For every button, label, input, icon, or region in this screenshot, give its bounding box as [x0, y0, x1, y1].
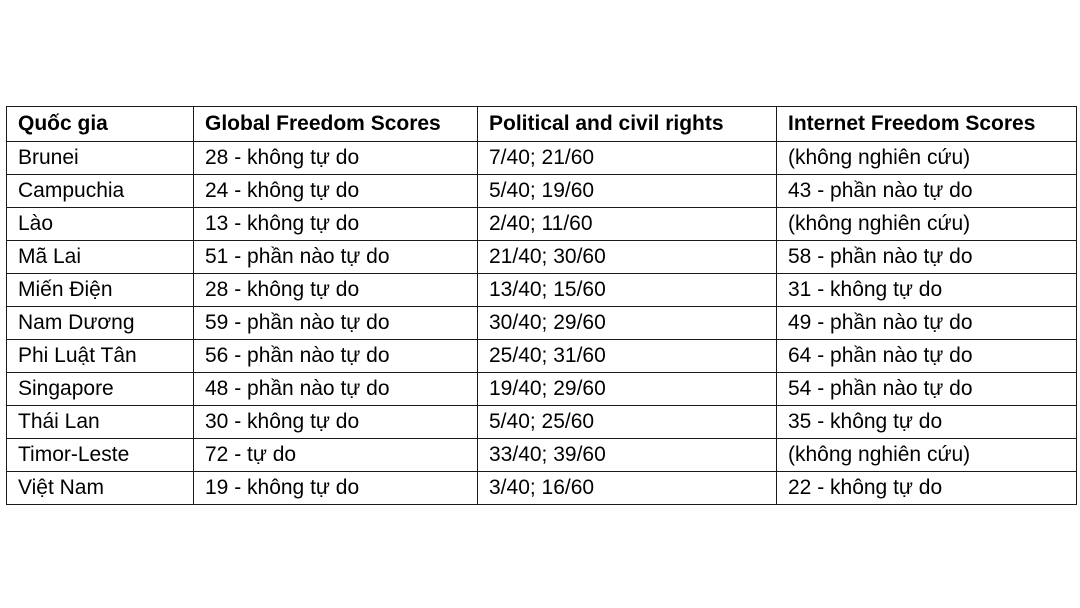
cell-internet-freedom-score: 22 - không tự do	[777, 472, 1077, 505]
cell-political-civil-rights: 5/40; 19/60	[478, 175, 777, 208]
cell-political-civil-rights: 2/40; 11/60	[478, 208, 777, 241]
table-row	[7, 406, 1077, 439]
table-row	[7, 208, 1077, 241]
cell-country: Mã Lai	[7, 241, 194, 274]
cell-internet-freedom-score: 64 - phần nào tự do	[777, 340, 1077, 373]
header-country: Quốc gia	[7, 107, 194, 142]
cell-global-freedom-score: 28 - không tự do	[194, 274, 478, 307]
cell-political-civil-rights: 30/40; 29/60	[478, 307, 777, 340]
cell-global-freedom-score: 28 - không tự do	[194, 142, 478, 175]
freedom-scores-table	[6, 106, 1077, 505]
cell-political-civil-rights: 25/40; 31/60	[478, 340, 777, 373]
header-global-freedom-scores: Global Freedom Scores	[194, 107, 478, 142]
cell-global-freedom-score: 19 - không tự do	[194, 472, 478, 505]
cell-political-civil-rights: 13/40; 15/60	[478, 274, 777, 307]
cell-global-freedom-score: 30 - không tự do	[194, 406, 478, 439]
cell-global-freedom-score: 13 - không tự do	[194, 208, 478, 241]
cell-political-civil-rights: 3/40; 16/60	[478, 472, 777, 505]
header-row	[7, 107, 1077, 142]
cell-country: Brunei	[7, 142, 194, 175]
cell-global-freedom-score: 59 - phần nào tự do	[194, 307, 478, 340]
cell-global-freedom-score: 56 - phần nào tự do	[194, 340, 478, 373]
table-row	[7, 142, 1077, 175]
header-political-civil-rights: Political and civil rights	[478, 107, 777, 142]
table-row	[7, 241, 1077, 274]
cell-country: Campuchia	[7, 175, 194, 208]
cell-country: Miến Điện	[7, 274, 194, 307]
cell-global-freedom-score: 72 - tự do	[194, 439, 478, 472]
cell-internet-freedom-score: 43 - phần nào tự do	[777, 175, 1077, 208]
cell-internet-freedom-score: 49 - phần nào tự do	[777, 307, 1077, 340]
cell-country: Nam Dương	[7, 307, 194, 340]
cell-political-civil-rights: 33/40; 39/60	[478, 439, 777, 472]
table-row	[7, 373, 1077, 406]
cell-country: Lào	[7, 208, 194, 241]
cell-country: Việt Nam	[7, 472, 194, 505]
cell-internet-freedom-score: 31 - không tự do	[777, 274, 1077, 307]
cell-country: Timor-Leste	[7, 439, 194, 472]
cell-internet-freedom-score: (không nghiên cứu)	[777, 142, 1077, 175]
table-row	[7, 175, 1077, 208]
cell-political-civil-rights: 5/40; 25/60	[478, 406, 777, 439]
cell-political-civil-rights: 21/40; 30/60	[478, 241, 777, 274]
cell-political-civil-rights: 19/40; 29/60	[478, 373, 777, 406]
table-row	[7, 274, 1077, 307]
cell-country: Singapore	[7, 373, 194, 406]
cell-internet-freedom-score: 54 - phần nào tự do	[777, 373, 1077, 406]
cell-global-freedom-score: 48 - phần nào tự do	[194, 373, 478, 406]
cell-global-freedom-score: 24 - không tự do	[194, 175, 478, 208]
freedom-scores-table-container	[6, 106, 1076, 505]
table-header	[7, 107, 1077, 142]
cell-global-freedom-score: 51 - phần nào tự do	[194, 241, 478, 274]
table-row	[7, 439, 1077, 472]
cell-internet-freedom-score: 58 - phần nào tự do	[777, 241, 1077, 274]
cell-country: Thái Lan	[7, 406, 194, 439]
cell-political-civil-rights: 7/40; 21/60	[478, 142, 777, 175]
table-body	[7, 142, 1077, 505]
table-row	[7, 340, 1077, 373]
cell-internet-freedom-score: 35 - không tự do	[777, 406, 1077, 439]
header-internet-freedom-scores: Internet Freedom Scores	[777, 107, 1077, 142]
cell-internet-freedom-score: (không nghiên cứu)	[777, 439, 1077, 472]
cell-internet-freedom-score: (không nghiên cứu)	[777, 208, 1077, 241]
table-row	[7, 472, 1077, 505]
cell-country: Phi Luật Tân	[7, 340, 194, 373]
table-row	[7, 307, 1077, 340]
